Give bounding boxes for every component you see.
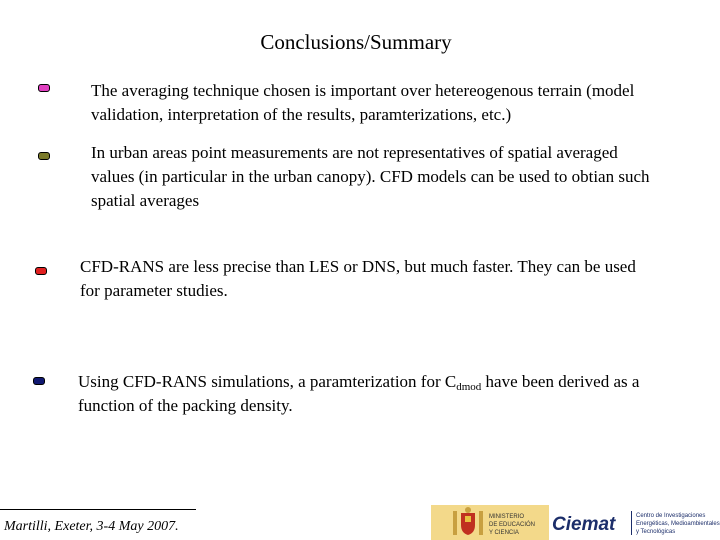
bullet-marker-3 — [35, 267, 47, 275]
footer-rule — [0, 509, 196, 510]
bullet-text-4-before: Using CFD-RANS simulations, a paramterization for C — [78, 372, 457, 391]
bullet-marker-1 — [38, 84, 50, 92]
ministry-line3: Y CIENCIA — [489, 530, 519, 536]
ministry-line2: DE EDUCACIÓN — [489, 522, 536, 528]
bullet-text-3: CFD-RANS are less precise than LES or DNS, but much faster. They can be used for parameter studies. — [80, 257, 636, 300]
ministry-line1: MINISTERIO — [489, 514, 525, 520]
footer-text: Martilli, Exeter, 3-4 May 2007. — [4, 519, 179, 534]
ciemat-name: Ciemat — [552, 514, 616, 535]
bullet-marker-2 — [38, 152, 50, 160]
ciemat-line1: Centro de Investigaciones — [636, 513, 706, 519]
bullet-text-4 — [78, 370, 658, 418]
bullet-text-4-after: have been derived as a function of the packing density. — [78, 372, 640, 415]
ciemat-logo — [549, 505, 720, 540]
ministry-logo — [431, 505, 549, 540]
slide-title: Conclusions/Summary — [260, 30, 452, 54]
ministry-crest-icon — [431, 505, 549, 540]
bullet-text-4-subscript: dmod — [456, 381, 482, 393]
ciemat-line2: Energéticas, Medioambientales — [636, 521, 720, 527]
bullet-text-2: In urban areas point measurements are not representatives of spatial averaged values (in particular in the urban canopy). CFD models can be used to obtian such spatial averages — [91, 143, 650, 210]
ciemat-logo-icon — [549, 505, 720, 540]
ciemat-line3: y Tecnológicas — [636, 529, 676, 535]
bullet-marker-4 — [33, 377, 45, 385]
bullet-text-1: The averaging technique chosen is important over hetereogenous terrain (model validation, interpretation of the results, paramterizations, etc.) — [91, 81, 635, 124]
